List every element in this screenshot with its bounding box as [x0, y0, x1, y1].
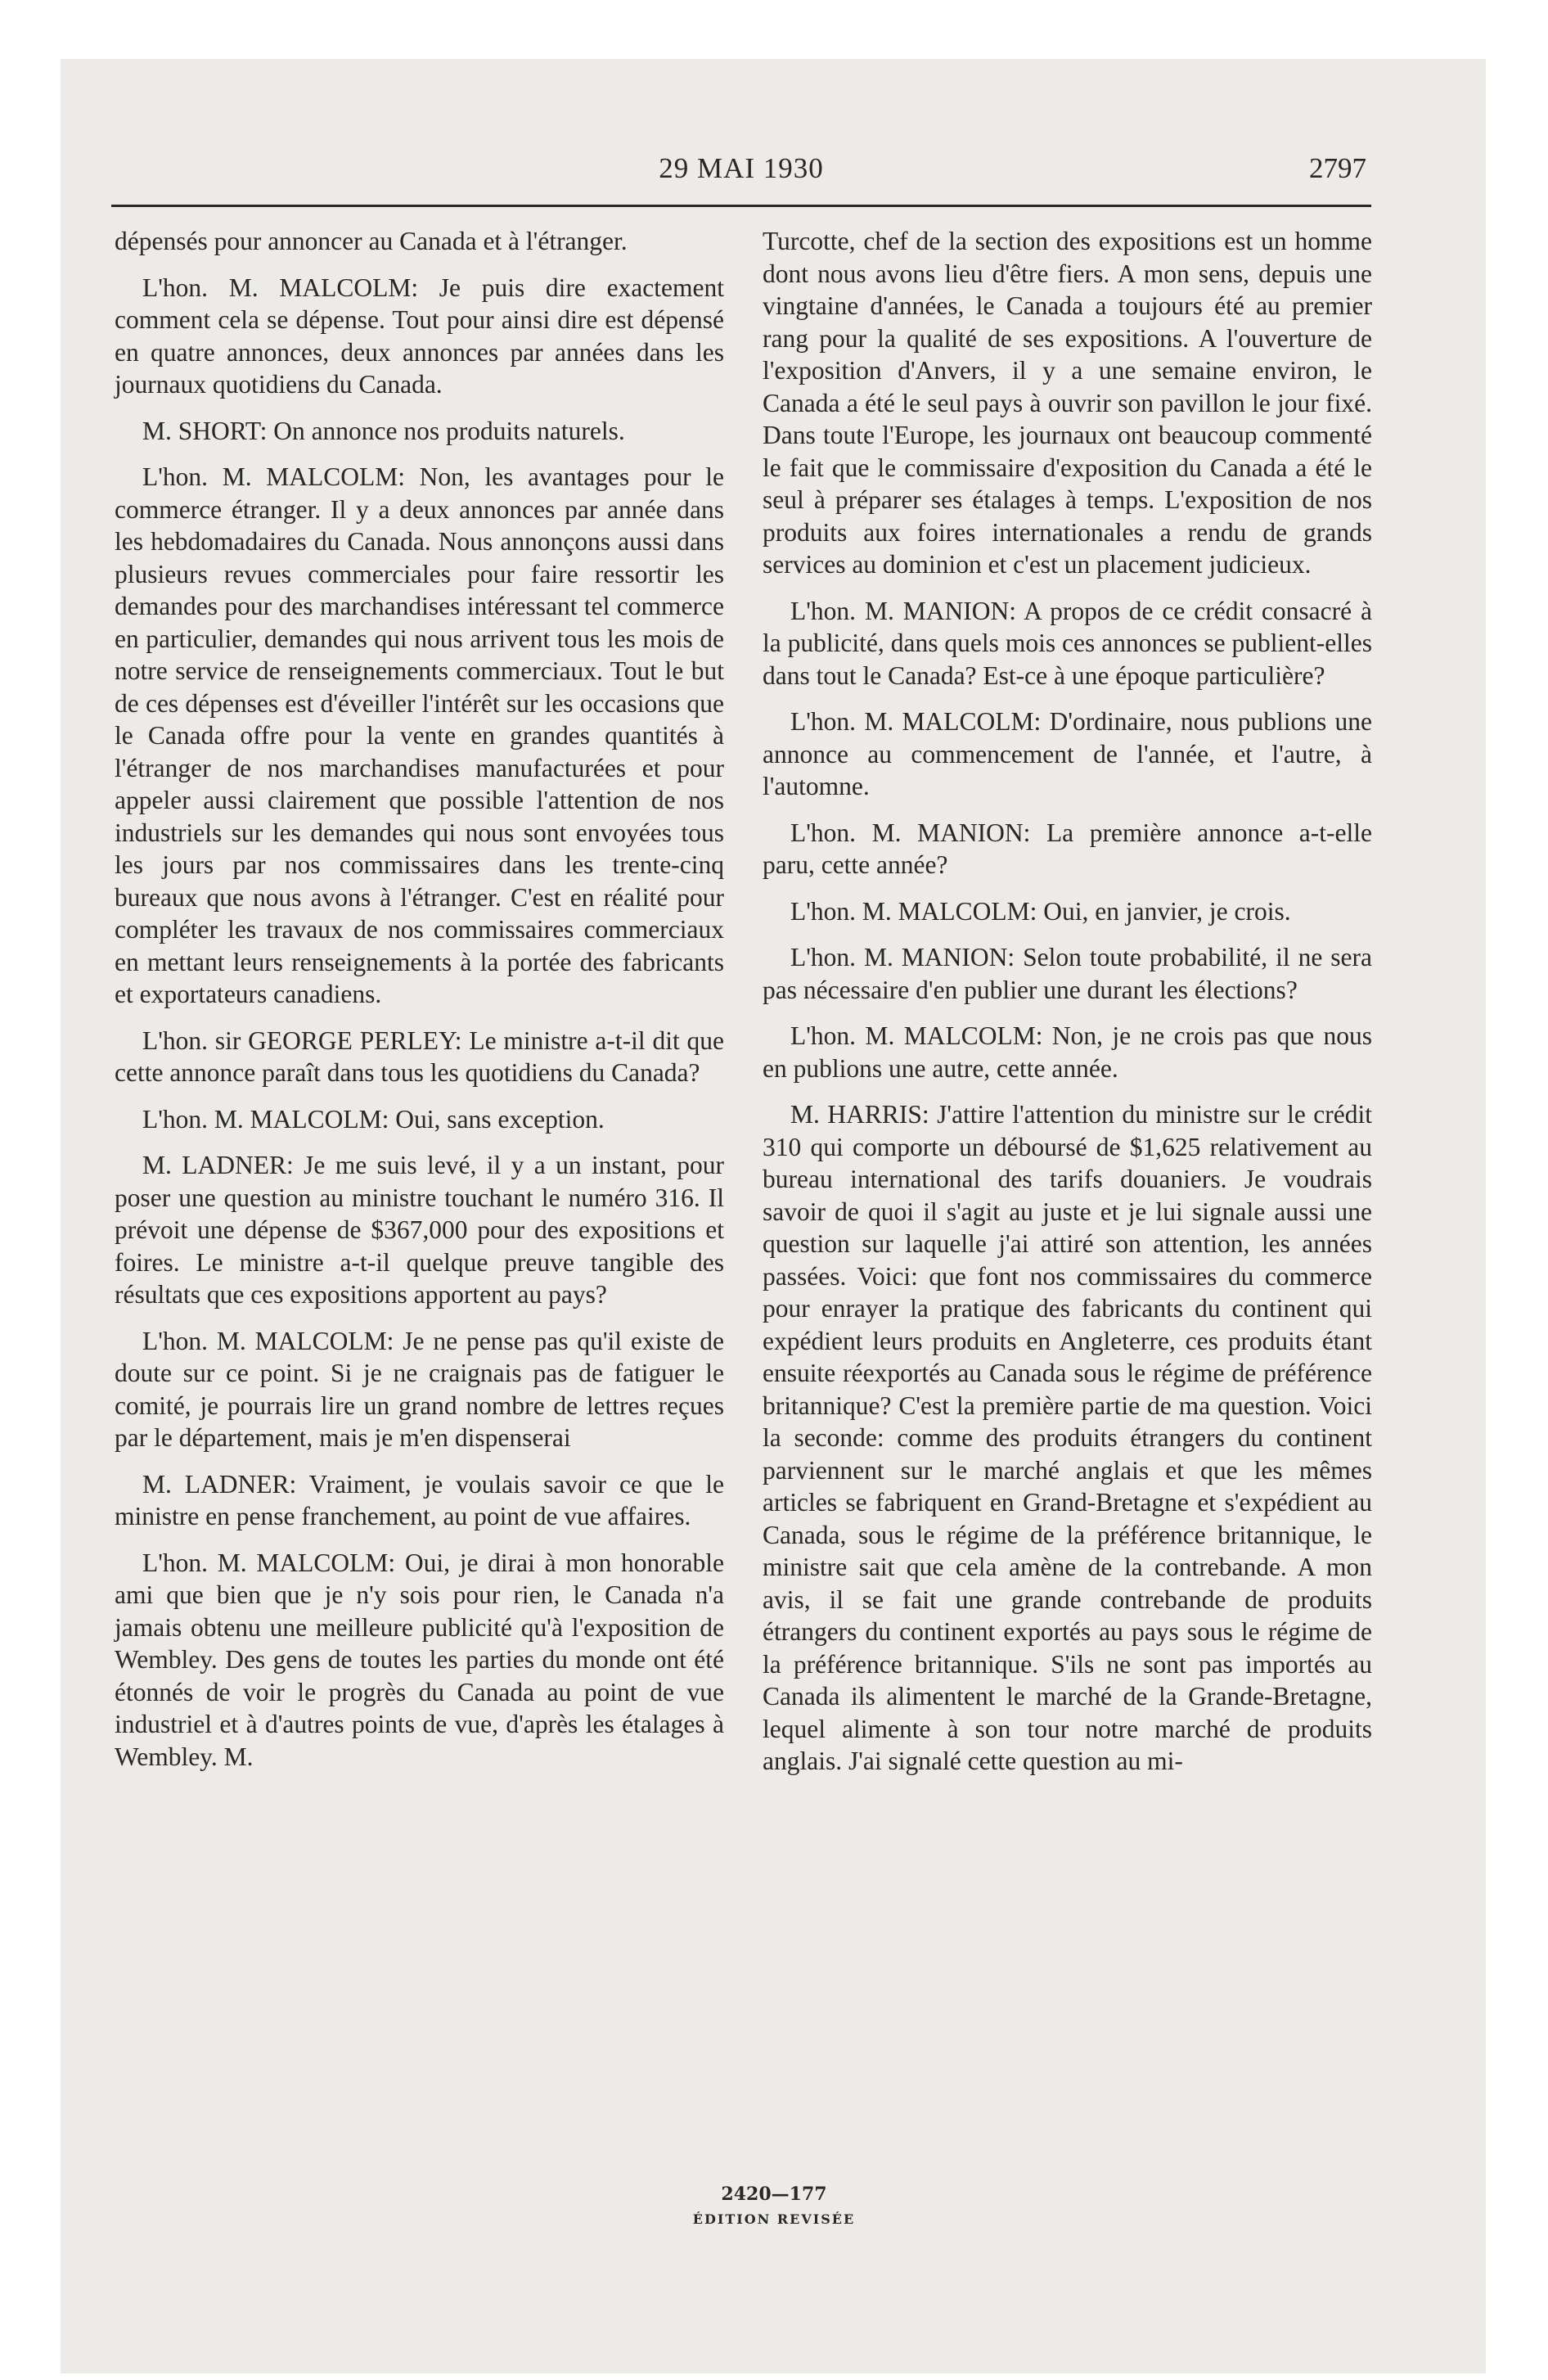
paragraph: Turcotte, chef de la section des expositions est un homme dont nous avons lieu d'être fiers. A mon sens, depuis une vingtaine d'années, le Canada a toujours été au premier rang pour la qualité de ses expositions. A l'ouverture de l'exposition d'Anvers, il y a une semaine environ, le Canada a été le seul pays à ouvrir son pavillon le jour fixé. Dans toute l'Europe, les journaux ont beaucoup commenté le fait que le commissaire d'exposition du Canada a été le seul à préparer ses étalages à temps. L'exposition de nos produits aux foires internationales a rendu de grands services au dominion et c'est un placement judicieux.	[763, 227, 1372, 579]
header-rule	[111, 205, 1371, 207]
footer-code: 2420—177	[721, 2184, 827, 2205]
paragraph: L'hon. sir GEORGE PERLEY: Le ministre a-t-il dit que cette annonce paraît dans tous les quotidiens du Canada?	[115, 1025, 724, 1087]
paragraph: M. LADNER: Vraiment, je voulais savoir ce que le ministre en pense franchement, au point de vue affaires.	[115, 1469, 724, 1530]
paragraph: M. LADNER: Je me suis levé, il y a un instant, pour poser une question au ministre touchant le numéro 316. Il prévoit une dépense de $367,000 pour des expositions et foires. Le ministre a-t-il quelque preuve tangible des résultats que ces expositions apportent au pays?	[115, 1151, 724, 1309]
paragraph: L'hon. M. MALCOLM: Oui, sans exception.	[142, 1104, 605, 1134]
paragraph: dépensés pour annoncer au Canada et à l'étranger.	[115, 227, 628, 255]
paragraph: L'hon. M. MALCOLM: Non, les avantages pour le commerce étranger. Il y a deux annonces par année dans les hebdomadaires du Canada. Nous annonçons aussi dans plusieurs revues commerciales pour faire ressortir les demandes pour des marchandises intéressant tel commerce en particulier, demandes qui nous arrivent tous les mois de notre service de renseignements commerciaux. Tout le but de ces dépenses est d'éveiller l'intérêt sur les occasions que le Canada offre pour la vente en grandes quantités à l'étranger de nos marchandises manufacturées et pour appeler aussi clairement que possible l'attention de nos industriels sur les demandes qui nous sont envoyées tous les jours par nos commissaires dans les trente-cinq bureaux que nous avons à l'étranger. C'est en réalité pour compléter les travaux de nos commissaires commerciaux en mettant leurs renseignements à la portée des fabricants et exportateurs canadiens.	[115, 462, 724, 1008]
right-column	[763, 225, 1372, 1792]
header-date: 29 MAI 1930	[659, 152, 824, 184]
paragraph: L'hon. M. MALCOLM: Oui, je dirai à mon honorable ami que bien que je n'y sois pour rien, le Canada n'a jamais obtenu une meilleure publicité qu'à l'exposition de Wembley. Des gens de toutes les parties du monde ont été étonnés de voir le progrès du Canada au point de vue industriel et à d'autres points de vue, d'après les étalages à Wembley. M.	[115, 1548, 724, 1771]
paragraph: L'hon. M. MALCOLM: Non, je ne crois pas que nous en publions une autre, cette année.	[763, 1021, 1372, 1083]
paragraph: L'hon. M. MANION: La première annonce a-t-elle paru, cette année?	[763, 818, 1372, 879]
paragraph: L'hon. M. MANION: Selon toute probabilité, il ne sera pas nécessaire d'en publier une durant les élections?	[763, 943, 1372, 1004]
page-number: 2797	[1309, 152, 1366, 184]
paragraph: L'hon. M. MALCOLM: D'ordinaire, nous publions une annonce au commencement de l'année, et l'autre, à l'automne.	[763, 707, 1372, 800]
left-column	[115, 225, 724, 1787]
paragraph: M. HARRIS: J'attire l'attention du ministre sur le crédit 310 qui comporte un déboursé de $1,625 relativement au bureau international des tarifs douaniers. Je voudrais savoir de quoi il s'agit au juste et je lui signale aussi une question sur laquelle j'ai attiré son attention, les années passées. Voici: que font nos commissaires du commerce pour enrayer la pratique des fabricants du continent qui expédient leurs produits en Angleterre, ces produits étant ensuite réexportés au Canada sous le régime de préférence britannique? C'est la première partie de ma question. Voici la seconde: comme des produits étrangers du continent parviennent sur le marché anglais et que les mêmes articles se fabriquent en Grand-Bretagne et s'expédient au Canada, sous le régime de la préférence britannique, le ministre sait que cela amène de la contrebande. A mon avis, il se fait une grande contrebande de produits étrangers du continent exportés au pays sous le régime de la préférence britannique. S'ils ne sont pas importés au Canada ils alimentent le marché de la Grande-Bretagne, lequel alimente à son tour notre marché de produits anglais. J'ai signalé cette question au mi-	[763, 1100, 1372, 1775]
paragraph: L'hon. M. MALCOLM: Je ne pense pas qu'il existe de doute sur ce point. Si je ne craignais pas de fatiguer le comité, je pourrais lire un grand nombre de lettres reçues par le département, mais je m'en dispenserai	[115, 1326, 724, 1452]
page-header	[111, 152, 1371, 192]
paragraph: L'hon. M. MALCOLM: Je puis dire exactement comment cela se dépense. Tout pour ainsi dire est dépensé en quatre annonces, deux annonces par années dans les journaux quotidiens du Canada.	[115, 273, 724, 399]
paragraph: L'hon. M. MALCOLM: Oui, en janvier, je crois.	[790, 896, 1291, 926]
paragraph: L'hon. M. MANION: A propos de ce crédit consacré à la publicité, dans quels mois ces annonces se publient-elles dans tout le Canada? Est-ce à une époque particulière?	[763, 596, 1372, 690]
paragraph: M. SHORT: On annonce nos produits naturels.	[142, 416, 625, 445]
footer-edition: ÉDITION REVISÉE	[692, 2211, 856, 2227]
